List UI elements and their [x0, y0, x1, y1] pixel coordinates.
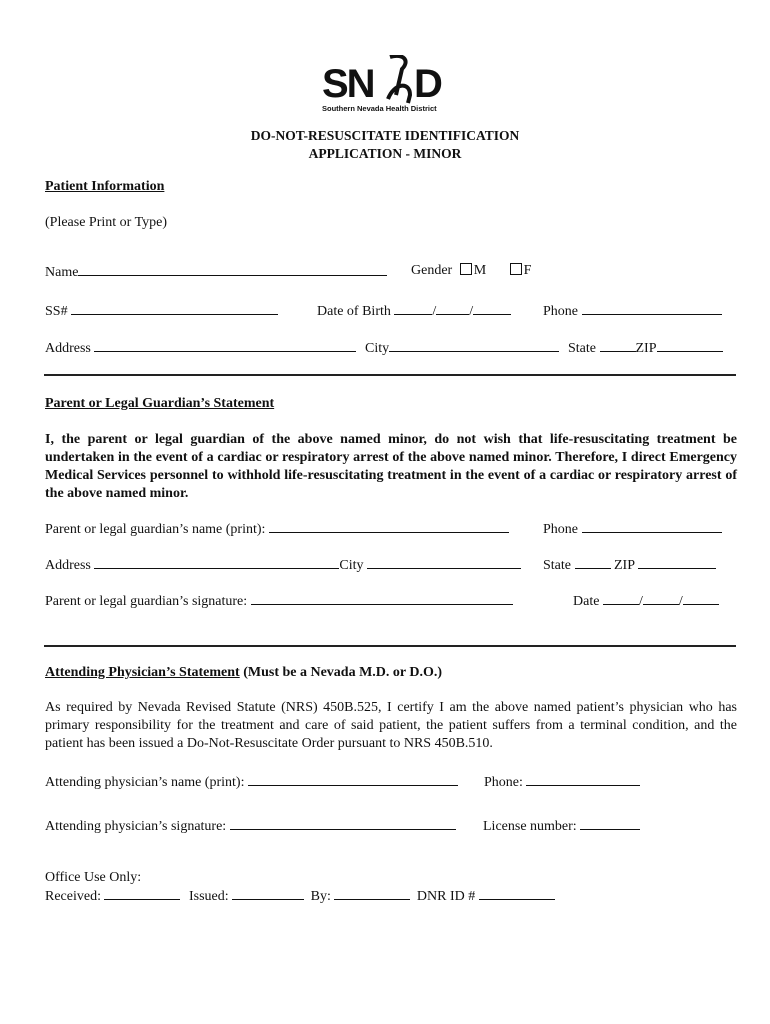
office-by-label: By:: [310, 889, 331, 904]
gender-f-checkbox[interactable]: [510, 263, 522, 275]
guardian-phone-field[interactable]: [582, 520, 722, 533]
physician-license-row: [483, 817, 640, 835]
guardian-name-field[interactable]: [269, 520, 509, 533]
guardian-date-row: Date / /: [573, 592, 719, 610]
guardian-city-field[interactable]: [367, 556, 521, 569]
physician-heading-note: (Must be a Nevada M.D. or D.O.): [243, 665, 443, 680]
patient-zip-label: ZIP: [635, 341, 657, 356]
patient-address-label: Address: [45, 341, 91, 356]
physician-name-field[interactable]: [248, 773, 458, 786]
patient-heading: Patient Information: [45, 179, 165, 194]
physician-phone-field[interactable]: [526, 773, 640, 786]
gender-m-label: M: [473, 263, 487, 278]
physician-heading: Attending Physician’s Statement: [45, 665, 240, 680]
section-divider: [44, 374, 736, 376]
guardian-signature-field[interactable]: [251, 592, 513, 605]
guardian-name-row: [45, 520, 509, 538]
patient-city-field[interactable]: [389, 339, 559, 352]
guardian-phone-label: Phone: [543, 522, 578, 537]
physician-statement: As required by Nevada Revised Statute (NRS) 450B.525, I certify I am the above named patient’s physician who has primary responsibility for the treatment and care of said patient, the patient suffers from a terminal condition, and the patient has been issued a Do-Not-Resuscitate Order pursuant to NRS 450B.510.: [45, 700, 737, 751]
physician-signature-label: Attending physician’s signature:: [45, 819, 227, 834]
guardian-address-field[interactable]: [94, 556, 339, 569]
office-issued-label: Issued:: [188, 889, 229, 904]
office-by-field[interactable]: [334, 887, 410, 900]
patient-phone-label: Phone: [543, 304, 578, 319]
physician-license-label: License number:: [483, 819, 577, 834]
patient-dob-year[interactable]: [473, 302, 511, 315]
guardian-date-label: Date: [573, 594, 600, 609]
patient-address-row: [45, 339, 356, 357]
snhd-logo-graphic: [318, 55, 460, 115]
gender-f-label: F: [523, 263, 532, 278]
guardian-state-label: State: [543, 558, 571, 573]
patient-city-row: [365, 339, 559, 357]
patient-dob-row: Date of Birth / /: [317, 302, 511, 320]
guardian-date-month[interactable]: [603, 592, 639, 605]
patient-zip-field[interactable]: [657, 339, 723, 352]
patient-state-label: State: [568, 341, 596, 356]
patient-dob-label: Date of Birth: [317, 304, 391, 319]
patient-name-field[interactable]: [78, 263, 387, 276]
patient-ss-field[interactable]: [71, 302, 278, 315]
svg-text:D: D: [414, 62, 443, 106]
patient-instruction: (Please Print or Type): [45, 215, 168, 230]
office-received-label: Received:: [45, 889, 101, 904]
patient-state-field[interactable]: [600, 339, 636, 352]
snhd-logo: [318, 55, 460, 115]
patient-gender-row: [411, 263, 531, 279]
office-received-field[interactable]: [104, 887, 180, 900]
guardian-address-label: Address: [45, 558, 91, 573]
physician-phone-label: Phone:: [484, 775, 523, 790]
patient-gender-label: Gender: [411, 263, 453, 278]
guardian-date-day[interactable]: [643, 592, 679, 605]
patient-address-field[interactable]: [94, 339, 356, 352]
office-row: [45, 887, 555, 905]
physician-heading-row: [45, 665, 442, 681]
office-dnr-label: DNR ID #: [416, 889, 476, 904]
office-dnr-field[interactable]: [479, 887, 555, 900]
patient-name-row: [45, 263, 387, 281]
office-issued-field[interactable]: [232, 887, 304, 900]
physician-name-row: [45, 773, 458, 791]
guardian-date-year[interactable]: [683, 592, 719, 605]
patient-state-zip-row: [568, 339, 723, 357]
guardian-state-zip-row: [543, 556, 716, 574]
guardian-zip-label: ZIP: [614, 558, 635, 573]
patient-dob-day[interactable]: [436, 302, 469, 315]
patient-ss-row: [45, 302, 278, 320]
patient-phone-field[interactable]: [582, 302, 722, 315]
guardian-zip-field[interactable]: [638, 556, 716, 569]
patient-city-label: City: [365, 341, 390, 356]
guardian-address-row: [45, 556, 521, 574]
guardian-signature-row: [45, 592, 513, 610]
guardian-name-label: Parent or legal guardian’s name (print):: [45, 522, 266, 537]
office-heading: Office Use Only:: [45, 870, 142, 885]
guardian-signature-label: Parent or legal guardian’s signature:: [45, 594, 248, 609]
form-title-line2: APPLICATION - MINOR: [308, 146, 462, 161]
patient-phone-row: [543, 302, 722, 320]
physician-phone-row: [484, 773, 640, 791]
guardian-phone-row: [543, 520, 722, 538]
section-divider: [44, 645, 736, 647]
gender-m-checkbox[interactable]: [460, 263, 472, 275]
patient-ss-label: SS#: [45, 304, 68, 319]
physician-license-field[interactable]: [580, 817, 640, 830]
form-title-line1: DO-NOT-RESUSCITATE IDENTIFICATION: [250, 128, 520, 143]
physician-signature-field[interactable]: [230, 817, 456, 830]
guardian-statement: I, the parent or legal guardian of the above named minor, do not wish that life-resuscitating treatment be undertaken in the event of a cardiac or respiratory arrest of the above named minor. Therefore, I direct Emergency Medical Services personnel to withhold life-resuscitating treatment in the event of a cardiac or respiratory arrest of the above named minor.: [45, 432, 737, 501]
guardian-heading: Parent or Legal Guardian’s Statement: [45, 396, 275, 411]
physician-name-label: Attending physician’s name (print):: [45, 775, 245, 790]
guardian-state-field[interactable]: [575, 556, 611, 569]
svg-text:SN: SN: [322, 62, 374, 106]
patient-dob-month[interactable]: [394, 302, 432, 315]
patient-name-label: Name: [45, 265, 79, 280]
svg-text:Southern Nevada Health Distric: Southern Nevada Health District: [322, 104, 437, 113]
physician-signature-row: [45, 817, 456, 835]
guardian-city-label: City: [339, 558, 364, 573]
